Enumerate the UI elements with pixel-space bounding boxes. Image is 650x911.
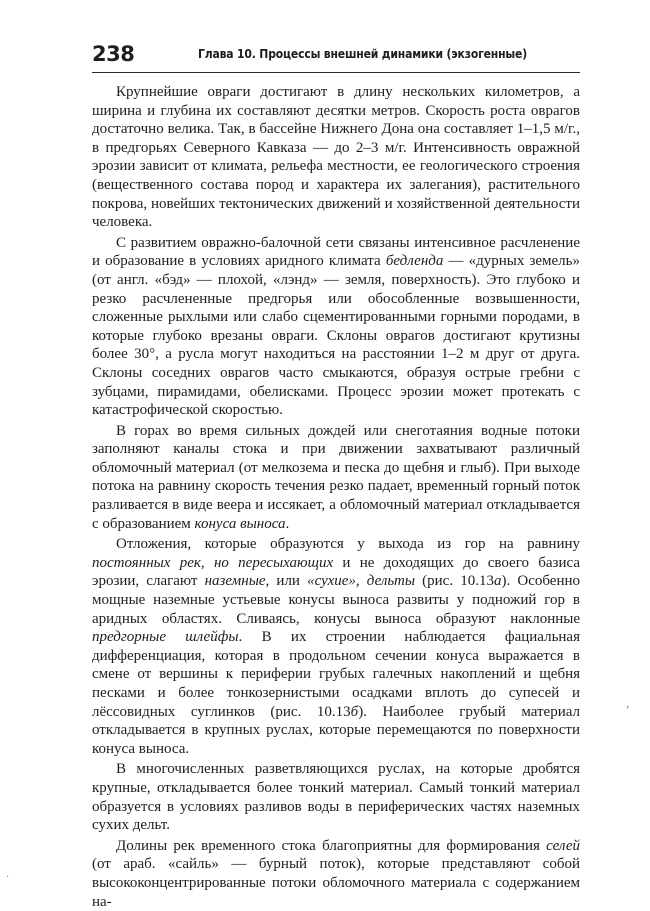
- margin-speck: ʼ: [626, 705, 630, 716]
- term-terrestrial: наземные: [204, 573, 266, 590]
- term-permanent-rivers: постоянных рек, но пересыхающих: [92, 554, 334, 571]
- corner-speck: ·: [6, 872, 10, 883]
- term-alluvial-fan: конуса выноса: [194, 515, 286, 532]
- term-mudflows: селей: [546, 837, 580, 854]
- running-head: Глава 10. Процессы внешней динамики (экзогенные): [198, 46, 527, 61]
- paragraph-branching-channels: В многочисленных разветвляющихся руслах, на которые дробятся крупные, откладывается более тонкий материал. Самый тонкий материал образуется в условиях разливов воды в периферических частях наземных сухих дельт.: [92, 761, 580, 834]
- figure-ref-a: а: [493, 573, 502, 590]
- body-text: [92, 83, 580, 911]
- paragraph-ravine-growth: Крупнейшие овраги достигают в длину нескольких километров, а ширина и глубина их составляют десятки метров. Скорость роста оврагов достаточно велика. Так, в бассейне Нижнего Дона она составляет 1–1,5 м/г., в предгорьях Северного Кавказа — до 2–3 м/г. Интенсивность овражной эрозии зависит от климата, рельефа местности, ее геологического строения (вещественного состава пород и характера их залегания), растительного покрова, новейших тектонических движений и хозяйственной деятельности человека.: [92, 84, 580, 231]
- term-dry-deltas: «сухие», дельты: [307, 573, 416, 590]
- paragraph-badlands: С развитием овражно-балочной сети связаны интенсивное расчленение и образование в условиях аридного климата бедленда — «дурных земель» (от англ. «бэд» — плохой, «лэнд» — земля, поверхность). Это глубоко и резко расчлененные предгорья или обособленные возвышенности, сложенные рыхлыми или слабо сцементированными горными породами, в которые глубоко врезаны овраги. Склоны оврагов достигают крутизны более 30°, а русла могут находиться на расстоянии 1–2 м друг от друга. Склоны соседних оврагов часто смыкаются, образуя острые гребни с зубцами, пирамидами, обелисками. Процесс эрозии может протекать с катастрофической скоростью.: [92, 234, 581, 419]
- term-piedmont-aprons: предгорные шлейфы: [92, 629, 239, 646]
- paragraph-dry-deltas: Отложения, которые образуются у выхода из гор на равнину постоянных рек, но пересыхающих и не доходящих до своего базиса эрозии, слагают наземные, или «сухие», дельты (рис. 10.13а). Особенно мощные наземные устьевые конусы выноса развиты у подножий гор в аридных областях. Сливаясь, конусы выноса образуют наклонные предгорные шлейфы. В их строении наблюдается фациальная дифференциация, которая в продольном сечении конуса выражается в смене от вершины к периферии грубых галечных накоплений и щебня песками и более тонкозернистыми осадками вплоть до супесей и лёссовидных суглинков (рис. 10.13б). Наиболее грубый материал откладывается в крупных руслах, которые перемещаются по поверхности конуса выноса.: [92, 536, 580, 757]
- term-badlands: бедленда: [385, 253, 444, 270]
- paragraph-mudflows: Долины рек временного стока благоприятны для формирования селей (от араб. «сайль» — бурный поток), которые представляют собой высококонцентрированные потоки обломочного материала с содержанием на-: [92, 837, 580, 910]
- figure-ref-b: б: [350, 703, 359, 720]
- page-header: [92, 42, 580, 73]
- page-number: 238: [92, 42, 135, 66]
- paragraph-mountain-flows: В горах во время сильных дождей или снеготаяния водные потоки заполняют каналы стока и при движении захватывают различный обломочный материал (от мелкозема и песка до щебня и глыб). При выходе потока на равнину скорость течения резко падает, временный горный поток разливается в виде веера и иссякает, а обломочный материал откладывается с образованием конуса выноса.: [92, 422, 580, 532]
